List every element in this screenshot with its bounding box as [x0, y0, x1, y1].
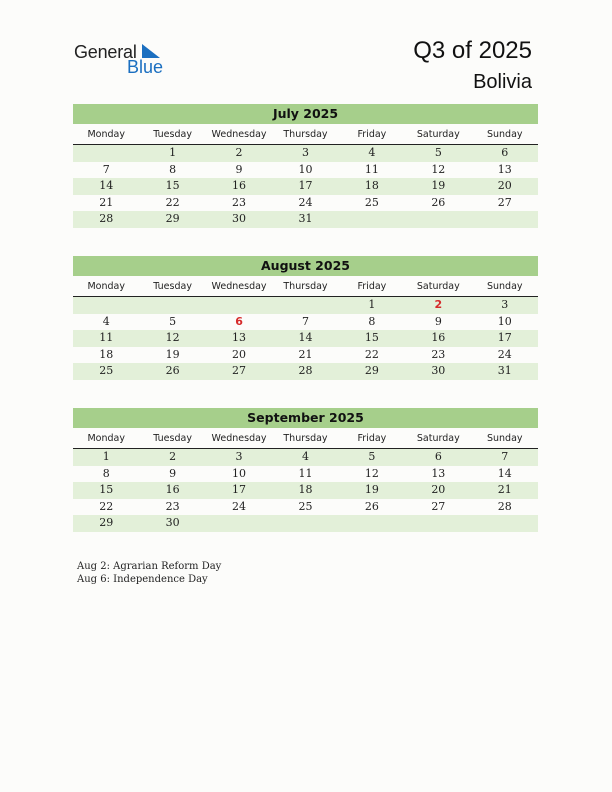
day-cell	[139, 297, 205, 314]
day-cell: 22	[99, 499, 114, 513]
day-cell: 14	[298, 331, 313, 344]
day-cell: 21	[497, 483, 512, 496]
day-cell: 27	[497, 195, 512, 209]
logo-triangle-icon	[140, 44, 162, 58]
day-cell: 10	[232, 466, 247, 480]
day-cell: 26	[431, 195, 446, 209]
logo-general-text: General	[74, 42, 137, 62]
day-cell: 4	[368, 146, 376, 159]
weekday-label: Friday	[357, 129, 387, 140]
day-cell: 17	[298, 179, 313, 192]
day-cell: 16	[165, 483, 180, 496]
week-row	[73, 162, 538, 179]
weekday-label: Sunday	[486, 281, 523, 292]
week-row	[73, 347, 538, 364]
day-cell: 23	[431, 347, 446, 361]
month-title: September 2025	[73, 408, 538, 428]
day-cell: 27	[431, 499, 446, 513]
day-cell: 8	[368, 314, 376, 328]
weekday-header-row	[73, 431, 538, 449]
week-row	[73, 195, 538, 212]
holiday-notes	[77, 560, 221, 586]
day-cell	[272, 515, 338, 532]
day-cell	[405, 515, 471, 532]
day-cell: 11	[99, 331, 114, 344]
day-cell: 6	[501, 146, 509, 159]
day-cell	[405, 211, 471, 228]
holiday-note: Aug 6: Independence Day	[77, 574, 208, 585]
day-cell: 11	[364, 162, 379, 176]
day-cell: 7	[501, 450, 509, 463]
day-cell: 5	[368, 450, 376, 463]
day-cell: 22	[364, 347, 379, 361]
day-cell: 1	[102, 450, 110, 463]
weekday-header-row	[73, 127, 538, 145]
day-cell: 5	[169, 314, 177, 328]
day-cell: 24	[298, 195, 313, 209]
day-cell: 11	[298, 466, 313, 480]
day-cell: 12	[165, 331, 180, 344]
month-calendar-august	[73, 256, 538, 380]
day-cell: 8	[169, 162, 177, 176]
weekday-label: Tuesday	[153, 281, 192, 292]
logo-blue-text: Blue	[127, 57, 164, 77]
day-cell: 14	[497, 466, 512, 480]
day-cell: 16	[232, 179, 247, 192]
day-cell	[73, 297, 139, 314]
week-row	[73, 211, 538, 228]
day-cell: 25	[99, 364, 114, 377]
day-cell: 1	[368, 298, 376, 311]
day-cell: 21	[99, 195, 114, 209]
week-row	[73, 499, 538, 516]
month-title: August 2025	[73, 256, 538, 276]
day-cell: 14	[99, 179, 114, 192]
day-cell: 15	[99, 483, 114, 496]
day-cell: 20	[232, 347, 247, 361]
day-cell: 24	[497, 347, 512, 361]
day-cell: 4	[102, 314, 110, 328]
month-title: July 2025	[73, 104, 538, 124]
day-cell: 7	[301, 314, 309, 328]
day-cell: 17	[232, 483, 247, 496]
day-cell: 28	[298, 364, 313, 377]
day-cell: 18	[99, 347, 114, 361]
day-cell: 15	[364, 331, 379, 344]
day-cell: 19	[364, 483, 379, 496]
day-cell: 18	[298, 483, 313, 496]
weekday-label: Wednesday	[211, 433, 267, 444]
weekday-label: Friday	[357, 433, 387, 444]
weekday-label: Saturday	[416, 129, 460, 140]
day-cell: 5	[434, 146, 442, 159]
day-cell: 29	[364, 364, 379, 377]
logo	[74, 42, 174, 78]
day-cell: 2	[235, 146, 243, 159]
weekday-label: Monday	[87, 281, 125, 292]
day-cell: 29	[99, 516, 114, 529]
day-cell: 23	[232, 195, 247, 209]
weekday-label: Thursday	[283, 281, 328, 292]
day-cell: 2	[169, 450, 177, 463]
week-row	[73, 449, 538, 466]
weekday-label: Monday	[87, 433, 125, 444]
day-cell	[472, 515, 538, 532]
day-cell: 21	[298, 347, 313, 361]
day-cell: 9	[235, 162, 243, 176]
day-cell: 9	[434, 314, 442, 328]
day-cell	[206, 515, 272, 532]
weekday-label: Tuesday	[153, 433, 192, 444]
week-row	[73, 178, 538, 195]
day-cell	[339, 515, 405, 532]
weekday-label: Wednesday	[211, 281, 267, 292]
weekday-label: Thursday	[283, 433, 328, 444]
day-cell: 17	[497, 331, 512, 344]
week-row	[73, 297, 538, 314]
week-row	[73, 145, 538, 162]
day-cell	[206, 297, 272, 314]
holiday-day-cell: 2	[434, 298, 443, 311]
day-cell: 28	[99, 212, 114, 225]
weekday-label: Thursday	[283, 129, 328, 140]
weekday-label: Monday	[87, 129, 125, 140]
weekday-header-row	[73, 279, 538, 297]
day-cell: 30	[232, 212, 247, 225]
day-cell: 12	[431, 162, 446, 176]
day-cell: 12	[364, 466, 379, 480]
day-cell: 31	[497, 364, 512, 377]
weekday-label: Friday	[357, 281, 387, 292]
day-cell: 15	[165, 179, 180, 192]
day-cell: 31	[298, 212, 313, 225]
weekday-label: Saturday	[416, 433, 460, 444]
day-cell: 25	[298, 499, 313, 513]
week-row	[73, 466, 538, 483]
month-calendar-july	[73, 104, 538, 228]
day-cell: 7	[102, 162, 110, 176]
day-cell: 23	[165, 499, 180, 513]
day-cell: 20	[431, 483, 446, 496]
day-cell: 26	[165, 364, 180, 377]
day-cell: 30	[165, 516, 180, 529]
day-cell: 19	[165, 347, 180, 361]
day-cell: 13	[232, 331, 247, 344]
day-cell	[339, 211, 405, 228]
day-cell: 25	[364, 195, 379, 209]
day-cell	[472, 211, 538, 228]
day-cell: 10	[497, 314, 512, 328]
day-cell: 26	[364, 499, 379, 513]
week-row	[73, 363, 538, 380]
day-cell: 28	[497, 499, 512, 513]
day-cell: 6	[434, 450, 442, 463]
day-cell: 27	[232, 364, 247, 377]
day-cell: 18	[364, 179, 379, 192]
day-cell: 19	[431, 179, 446, 192]
day-cell: 3	[301, 146, 309, 159]
week-row	[73, 314, 538, 331]
day-cell: 30	[431, 364, 446, 377]
day-cell: 9	[169, 466, 177, 480]
day-cell: 29	[165, 212, 180, 225]
day-cell: 4	[301, 450, 309, 463]
country-name: Bolivia	[473, 71, 532, 93]
day-cell: 24	[232, 499, 247, 513]
day-cell	[272, 297, 338, 314]
week-row	[73, 330, 538, 347]
holiday-day-cell: 6	[235, 314, 243, 328]
weekday-label: Sunday	[486, 433, 523, 444]
month-calendar-september	[73, 408, 538, 532]
day-cell: 22	[165, 195, 180, 209]
day-cell: 1	[169, 146, 177, 159]
day-cell: 10	[298, 162, 313, 176]
day-cell: 13	[497, 162, 512, 176]
day-cell: 8	[102, 466, 110, 480]
week-row	[73, 482, 538, 499]
week-row	[73, 515, 538, 532]
day-cell: 3	[235, 450, 243, 463]
day-cell	[73, 145, 139, 162]
weekday-label: Saturday	[416, 281, 460, 292]
weekday-label: Wednesday	[211, 129, 267, 140]
quarter-title: Q3 of 2025	[413, 37, 532, 64]
holiday-note: Aug 2: Agrarian Reform Day	[77, 561, 222, 572]
weekday-label: Sunday	[486, 129, 523, 140]
day-cell: 20	[497, 179, 512, 192]
day-cell: 13	[431, 466, 446, 480]
day-cell: 16	[431, 331, 446, 344]
day-cell: 3	[501, 298, 509, 311]
weekday-label: Tuesday	[153, 129, 192, 140]
